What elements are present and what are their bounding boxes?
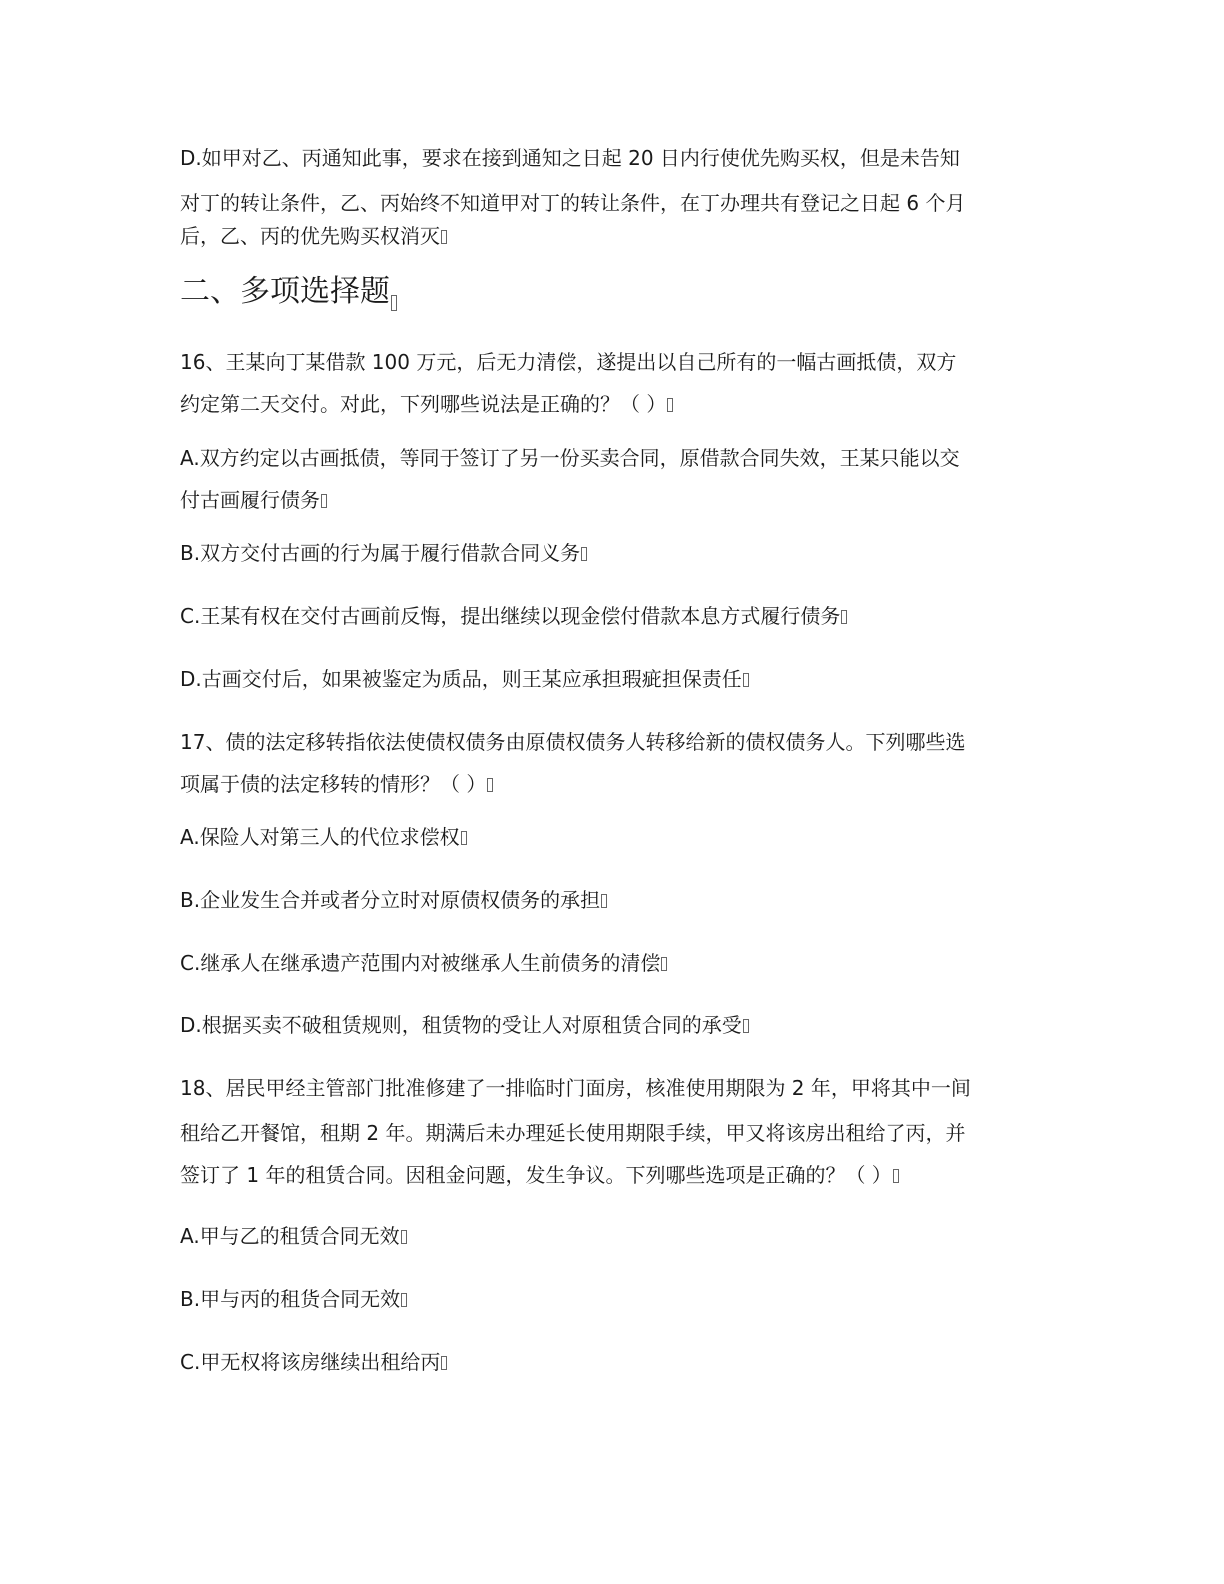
text-line: C.继承人在继承遗产范围内对被继承人生前债务的清偿 <box>180 951 661 975</box>
question-18-option-a <box>180 1214 1040 1259</box>
question-18 <box>180 1066 1040 1198</box>
paragraph-mark-icon <box>667 398 673 412</box>
question-16-option-d <box>180 657 1040 702</box>
text-line: A.双方约定以古画抵债，等同于签订了另一份买卖合同，原借款合同失效，王某只能以交 <box>180 446 960 470</box>
question-17-option-a <box>180 815 1040 860</box>
section-heading: 二、多项选择题 <box>180 272 397 312</box>
question-16-option-c <box>180 594 1040 639</box>
text-line: 16、王某向丁某借款 100 万元，后无力清偿，遂提出以自己所有的一幅古画抵债，双方 <box>180 350 957 374</box>
paragraph-mark-icon <box>743 1019 749 1033</box>
question-17-option-d <box>180 1003 1040 1048</box>
paragraph-mark-icon <box>841 610 847 624</box>
text-line: 18、居民甲经主管部门批准修建了一排临时门面房，核准使用期限为 2 年，甲将其中一间 <box>180 1076 971 1100</box>
text-line: B.企业发生合并或者分立时对原债权债务的承担 <box>180 888 601 912</box>
text-line: A.甲与乙的租赁合同无效 <box>180 1224 400 1248</box>
paragraph-mark-icon <box>441 1356 447 1370</box>
paragraph-mark-icon <box>743 673 749 687</box>
text-line: 项属于债的法定移转的情形？（ ） <box>180 772 487 796</box>
question-17-option-b <box>180 878 1040 923</box>
question-18-option-b <box>180 1277 1040 1322</box>
text-line: 后，乙、丙的优先购买权消灭 <box>180 224 440 248</box>
paragraph-mark-icon <box>581 547 587 561</box>
paragraph-mark-icon <box>487 778 493 792</box>
text-line: A.保险人对第三人的代位求偿权 <box>180 825 460 849</box>
paragraph-mark-icon <box>461 831 467 845</box>
text-line: D.根据买卖不破租赁规则，租赁物的受让人对原租赁合同的承受 <box>180 1013 742 1037</box>
paragraph-mark-icon <box>893 1169 899 1183</box>
text-line: 约定第二天交付。对此，下列哪些说法是正确的？（ ） <box>180 392 667 416</box>
text-line: 对丁的转让条件，乙、丙始终不知道甲对丁的转让条件，在丁办理共有登记之日起 6 个月 <box>180 191 966 215</box>
text-line: 付古画履行债务 <box>180 488 320 512</box>
text-line: C.王某有权在交付古画前反悔，提出继续以现金偿付借款本息方式履行债务 <box>180 604 841 628</box>
question-16-option-a <box>180 436 1040 523</box>
paragraph-mark-icon <box>401 1293 407 1307</box>
text-line: C.甲无权将该房继续出租给丙 <box>180 1350 441 1374</box>
paragraph-mark-icon <box>401 1230 407 1244</box>
text-line: 17、债的法定移转指依法使债权债务由原债权债务人转移给新的债权债务人。下列哪些选 <box>180 730 966 754</box>
text-line: 租给乙开餐馆，租期 2 年。期满后未办理延长使用期限手续，甲又将该房出租给了丙，并 <box>180 1121 966 1145</box>
question-16 <box>180 340 1040 427</box>
text-line: 签订了 1 年的租赁合同。因租金问题，发生争议。下列哪些选项是正确的？（ ） <box>180 1163 892 1187</box>
question-17-option-c <box>180 941 1040 986</box>
paragraph-mark-icon <box>661 957 667 971</box>
question-17 <box>180 720 1040 807</box>
text-line: B.双方交付古画的行为属于履行借款合同义务 <box>180 541 581 565</box>
text-line: D.如甲对乙、丙通知此事，要求在接到通知之日起 20 日内行使优先购买权，但是未告知 <box>180 146 960 170</box>
question-16-option-b <box>180 531 1040 576</box>
paragraph-mark-icon <box>321 494 327 508</box>
paragraph-mark-icon <box>441 230 447 244</box>
text-line: B.甲与丙的租货合同无效 <box>180 1287 401 1311</box>
paragraph-mark-icon <box>391 295 397 311</box>
option-d-prev <box>180 136 1040 259</box>
paragraph-mark-icon <box>601 894 607 908</box>
question-18-option-c <box>180 1340 1040 1385</box>
text-line: D.古画交付后，如果被鉴定为质品，则王某应承担瑕疵担保责任 <box>180 667 742 691</box>
